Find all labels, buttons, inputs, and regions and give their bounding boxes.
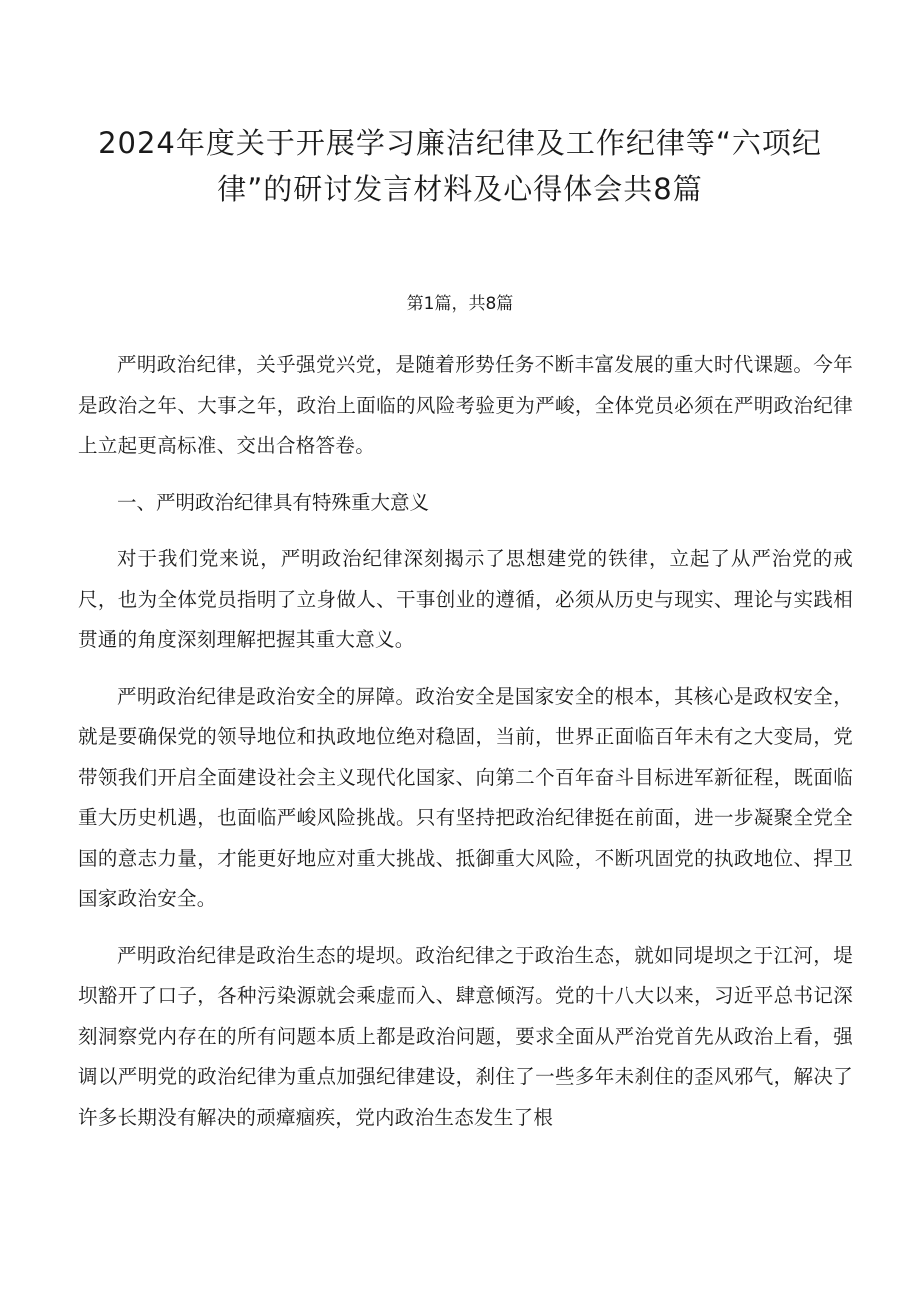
paragraph-political-security: 严明政治纪律是政治安全的屏障。政治安全是国家安全的根本，其核心是政权安全，就是要确保党的领导地位和执政地位绝对稳固，当前，世界正面临百年未有之大变局，党带领我们开启全面建设社会主义现代化国家、向第二个百年奋斗目标进军新征程，既面临重大历史机遇，也面临严峻风险挑战。只有坚持把政治纪律挺在前面，进一步凝聚全党全国的意志力量，才能更好地应对重大挑战、抵御重大风险，不断巩固党的执政地位、捍卫国家政治安全。	[78, 684, 853, 910]
paragraph-intro: 严明政治纪律，关乎强党兴党，是随着形势任务不断丰富发展的重大时代课题。今年是政治之年、大事之年，政治上面临的风险考验更为严峻，全体党员必须在严明政治纪律上立起更高标准、交出合格答卷。	[78, 353, 853, 457]
section-heading-1: 一、严明政治纪律具有特殊重大意义	[117, 490, 430, 514]
paragraph-significance: 对于我们党来说，严明政治纪律深刻揭示了思想建党的铁律，立起了从严治党的戒尺，也为全体党员指明了立身做人、干事创业的遵循，必须从历史与现实、理论与实践相贯通的角度深刻理解把握其重大意义。	[78, 547, 853, 651]
part-heading: 第1篇，共8篇	[406, 294, 514, 314]
paragraph-political-ecology: 严明政治纪律是政治生态的堤坝。政治纪律之于政治生态，就如同堤坝之于江河，堤坝豁开了口子，各种污染源就会乘虚而入、肆意倾泻。党的十八大以来，习近平总书记深刻洞察党内存在的所有问题本质上都是政治问题，要求全面从严治党首先从政治上看，强调以严明党的政治纪律为重点加强纪律建设，刹住了一些多年未刹住的歪风邪气，解决了许多长期没有解决的顽瘴痼疾，党内政治生态发生了根	[78, 943, 853, 1129]
document-body	[78, 345, 853, 1154]
document-title: 2024年度关于开展学习廉洁纪律及工作纪律等“六项纪律”的研讨发言材料及心得体会共8篇	[98, 126, 822, 206]
